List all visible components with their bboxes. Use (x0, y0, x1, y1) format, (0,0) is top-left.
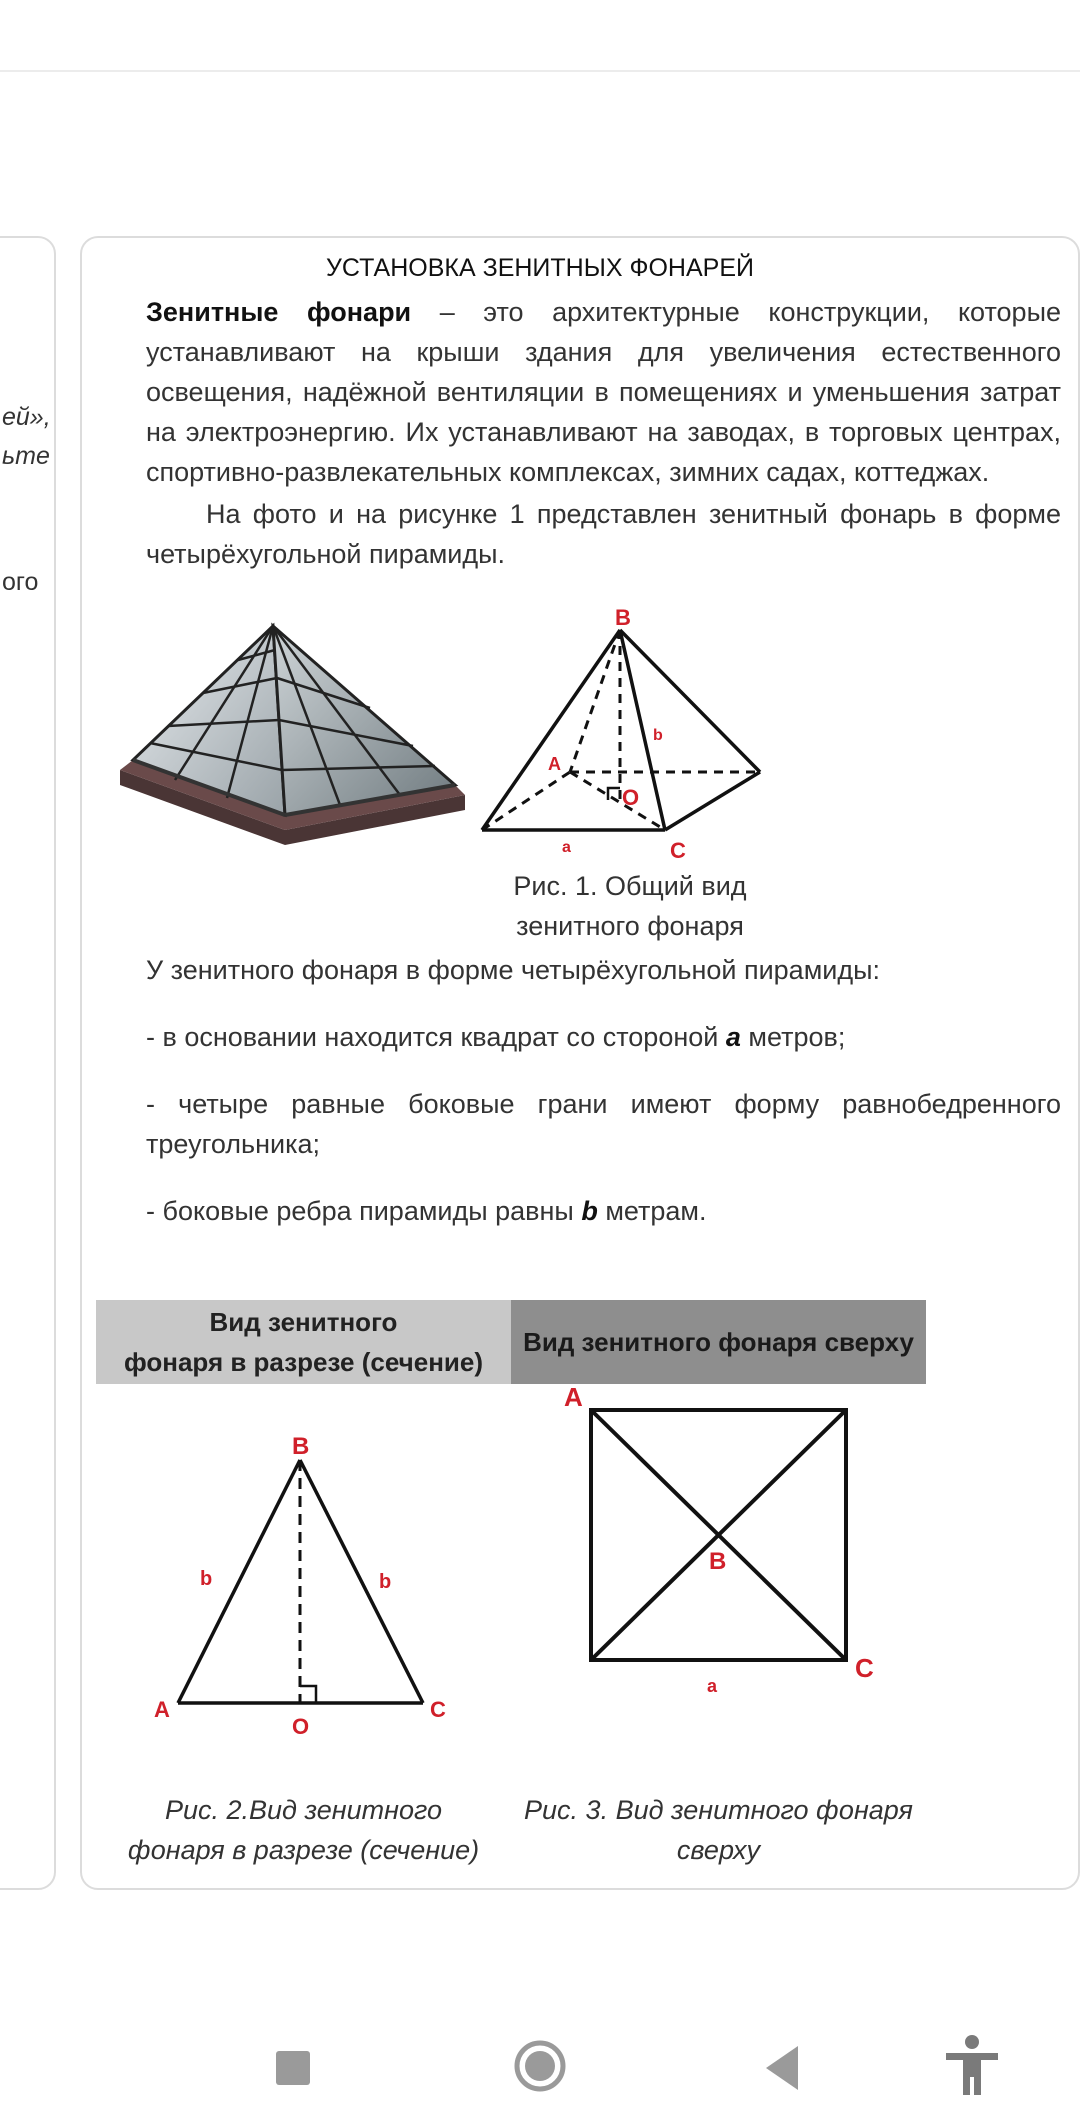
label-A: A (154, 1697, 170, 1722)
label-b-right: b (379, 1571, 392, 1593)
top-view-header: Вид зенитного фонаря сверху (511, 1300, 926, 1384)
figure-2-caption-line-1: Рис. 2.Вид зенитного (164, 1795, 443, 1825)
label-B: B (615, 605, 631, 630)
label-C: C (670, 838, 686, 863)
home-circle-icon[interactable] (510, 2036, 570, 2096)
label-O: O (292, 1714, 310, 1739)
figure-2-caption (96, 1790, 511, 1870)
previous-card-text-1: ей», (2, 403, 51, 431)
section-view-header (96, 1300, 511, 1384)
pyramid-skylight-photo (115, 620, 470, 850)
property-faces: - четыре равные боковые грани имеют форму равнобедренного треугольника; (146, 1089, 1061, 1159)
figure-1-caption-line-1: Рис. 1. Общий вид (513, 871, 747, 901)
variable-b: b (581, 1196, 598, 1226)
pyramid-diagram (470, 600, 770, 870)
intro-term: Зенитные фонари (146, 297, 412, 327)
recents-square-icon[interactable] (268, 2043, 318, 2093)
label-C: C (430, 1697, 446, 1722)
previous-card[interactable] (0, 236, 56, 1890)
document-title: УСТАНОВКА ЗЕНИТНЫХ ФОНАРЕЙ (326, 254, 754, 282)
intro-paragraph (146, 292, 1061, 492)
top-divider (0, 70, 1080, 72)
label-A: A (548, 754, 561, 774)
previous-card-text-3: ого (2, 568, 39, 596)
label-C: C (855, 1653, 874, 1683)
section-triangle-diagram (140, 1420, 460, 1750)
label-b-left: b (200, 1568, 213, 1590)
figure-3-caption-line-2: сверху (676, 1835, 761, 1865)
intro-text: – это архитектурные конструкции, которые устанавливают на крыши здания для увеличения естественного освещения, надёжной вентиляции в помещениях и уменьшения затрат на электроэнергию. Их устанавливают на заводах, в торговых центрах, спортивно-развлекательных комплексах, зимних садах, коттеджах. (146, 297, 1061, 487)
figure-1-caption-line-2: зенитного фонаря (516, 911, 744, 941)
section-view-header-line-2: фонаря в разрезе (сечение) (123, 1347, 484, 1377)
variable-a: a (725, 1022, 741, 1052)
label-O: O (622, 785, 640, 810)
figure-2-caption-line-2: фонаря в разрезе (сечение) (127, 1835, 480, 1865)
section-view-header-line-1: Вид зенитного (209, 1307, 398, 1337)
figure-3-caption (511, 1790, 926, 1870)
back-triangle-icon[interactable] (760, 2040, 810, 2096)
label-a: a (707, 1676, 718, 1696)
label-B: B (292, 1433, 310, 1460)
accessibility-icon[interactable] (942, 2033, 1002, 2097)
label-A: A (564, 1382, 583, 1412)
photo-paragraph: На фото и на рисунке 1 представлен зенитный фонарь в форме четырёхугольной пирамиды. (146, 499, 1061, 569)
property-edges-text: - боковые ребра пирамиды равны (146, 1196, 582, 1226)
top-view-square-diagram (555, 1380, 900, 1700)
property-edges (146, 1191, 707, 1231)
property-base-text: - в основании находится квадрат со стороной (146, 1022, 726, 1052)
property-base (146, 1017, 845, 1057)
label-a: a (562, 839, 571, 856)
previous-card-text-2: ьте (2, 442, 50, 470)
property-edges-unit: метрам. (597, 1196, 707, 1226)
figure-3-caption-line-1: Рис. 3. Вид зенитного фонаря (524, 1795, 913, 1825)
label-b: b (653, 727, 663, 744)
figure-1-caption (480, 866, 780, 946)
label-B: B (709, 1548, 727, 1575)
properties-heading: У зенитного фонаря в форме четырёхугольной пирамиды: (146, 955, 881, 985)
property-base-unit: метров; (740, 1022, 846, 1052)
